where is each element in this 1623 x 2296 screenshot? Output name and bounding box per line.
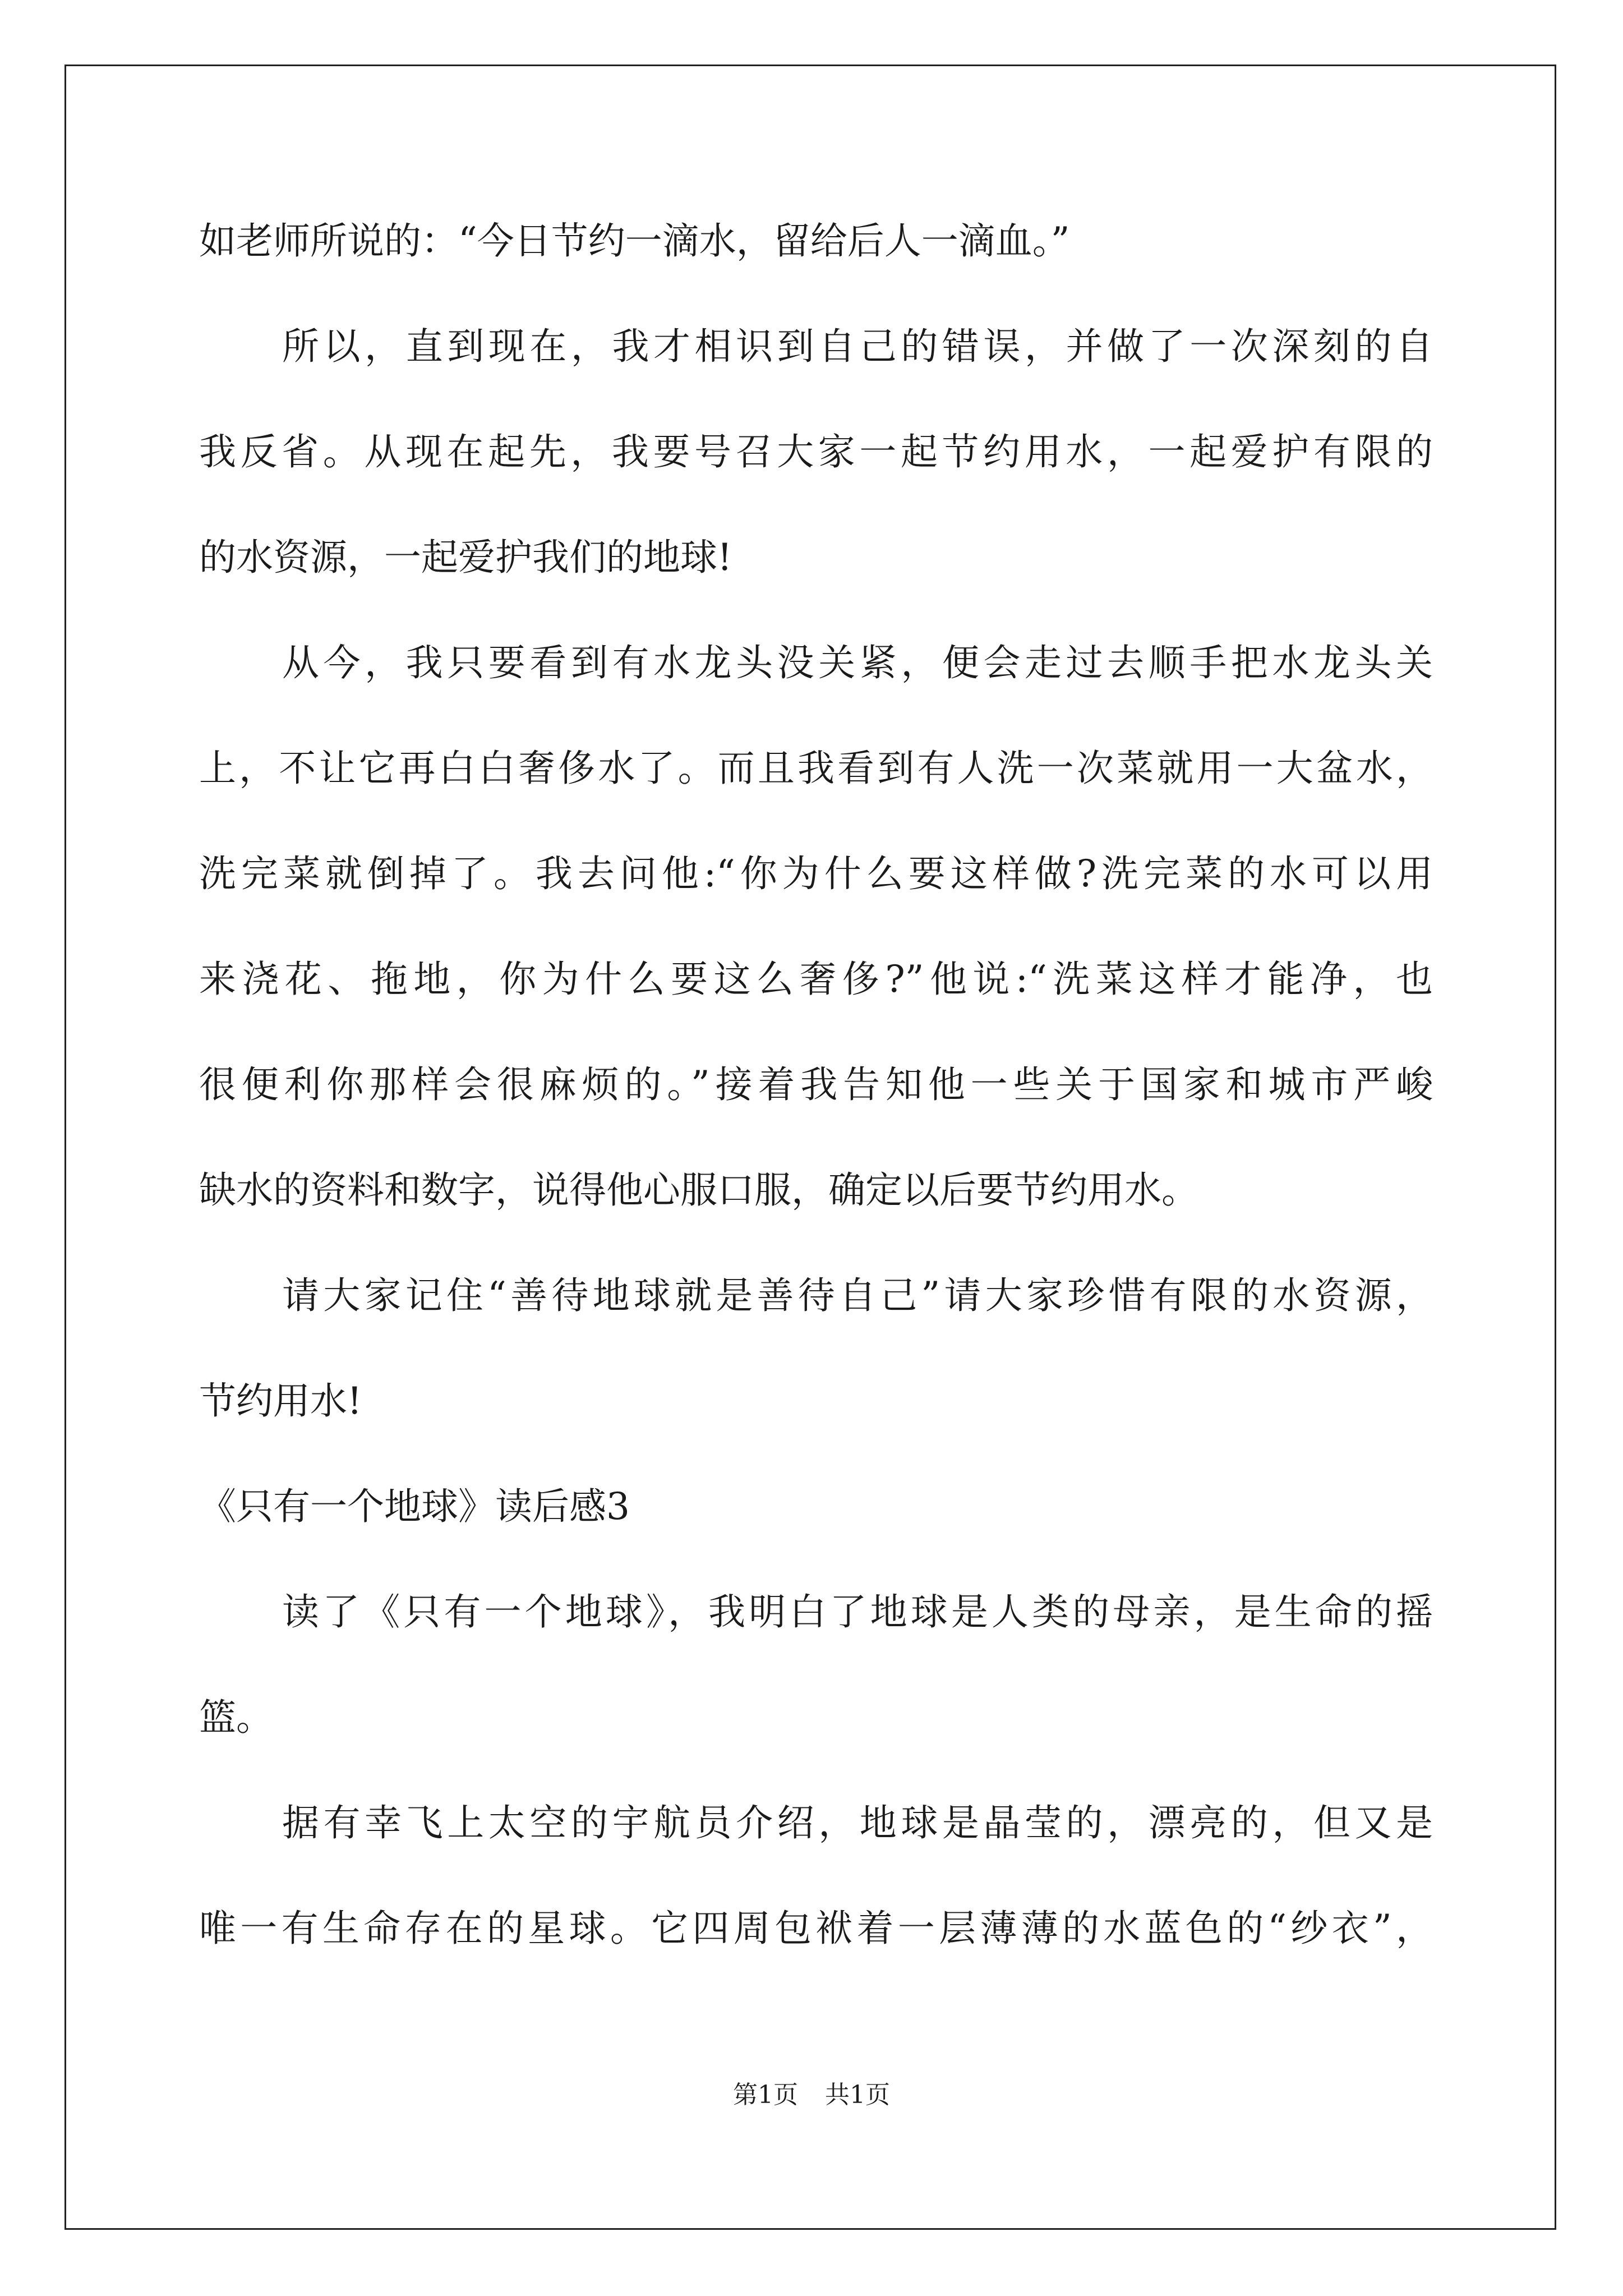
text-line: 据有幸飞上太空的宇航员介绍，地球是晶莹的，漂亮的，但又是: [282, 1801, 1433, 1844]
text-line: 的水资源，一起爱护我们的地球!: [199, 536, 732, 579]
text-line: 如老师所说的：“今日节约一滴水，留给后人一滴血。”: [199, 219, 1070, 263]
page-footer: [0, 2078, 1623, 2112]
text-line: 节约用水!: [199, 1379, 362, 1423]
section-heading: 《只有一个地球》读后感3: [199, 1485, 630, 1528]
text-line: 洗完菜就倒掉了。我去问他:“你为什么要这样做?洗完菜的水可以用: [199, 852, 1433, 895]
text-line: 读了《只有一个地球》，我明白了地球是人类的母亲，是生命的摇: [282, 1590, 1433, 1634]
text-line: 缺水的资料和数字，说得他心服口服，确定以后要节约用水。: [199, 1168, 1198, 1212]
page-number: 第1页: [733, 2081, 798, 2109]
text-line: 从今，我只要看到有水龙头没关紧，便会走过去顺手把水龙头关: [282, 641, 1433, 684]
page-total: 共1页: [825, 2081, 890, 2109]
text-line: 请大家记住“善待地球就是善待自己”请大家珍惜有限的水资源，: [282, 1274, 1433, 1317]
text-line: 所以，直到现在，我才相识到自己的错误，并做了一次深刻的自: [282, 325, 1433, 368]
text-line: 来浇花、拖地，你为什么要这么奢侈?”他说:“洗菜这样才能净，也: [199, 958, 1433, 1001]
text-line: 唯一有生命存在的星球。它四周包袱着一层薄薄的水蓝色的“纱衣”，: [199, 1907, 1433, 1950]
text-line: 篮。: [199, 1696, 273, 1739]
text-line: 上，不让它再白白奢侈水了。而且我看到有人洗一次菜就用一大盆水，: [199, 747, 1433, 790]
text-line: 我反省。从现在起先，我要号召大家一起节约用水，一起爱护有限的: [199, 430, 1433, 473]
text-line: 很便利你那样会很麻烦的。”接着我告知他一些关于国家和城市严峻: [199, 1063, 1433, 1106]
